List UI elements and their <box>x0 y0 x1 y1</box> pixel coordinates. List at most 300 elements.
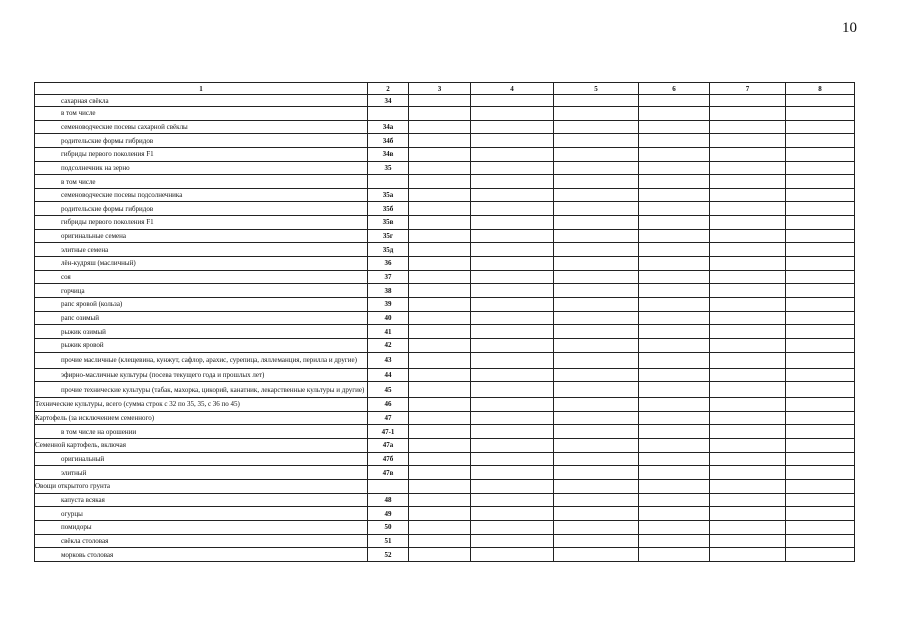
table-row <box>35 411 855 425</box>
value-cell-col-6[interactable] <box>639 520 710 534</box>
table-row <box>35 548 855 562</box>
value-cell-col-6[interactable] <box>639 147 710 161</box>
column-header-8: 8 <box>786 83 855 95</box>
value-cell-col-3[interactable] <box>409 398 471 412</box>
value-cell-col-3[interactable] <box>409 425 471 439</box>
value-cell-col-4[interactable] <box>471 270 554 284</box>
row-code: 43 <box>368 352 409 368</box>
value-cell-col-7[interactable] <box>710 161 786 175</box>
value-cell-col-6[interactable] <box>639 120 710 134</box>
value-cell-col-5[interactable] <box>554 439 639 453</box>
value-cell-col-8[interactable] <box>786 147 855 161</box>
value-cell-col-6[interactable] <box>639 480 710 494</box>
row-label: прочие технические культуры (табак, махорка, цикорий, канатник, лекарственные культуры и другие) <box>35 382 368 398</box>
value-cell-col-4[interactable] <box>471 382 554 398</box>
value-cell-col-5[interactable] <box>554 368 639 382</box>
value-cell-col-4[interactable] <box>471 188 554 202</box>
table-row <box>35 520 855 534</box>
table-row <box>35 147 855 161</box>
value-cell-col-4[interactable] <box>471 147 554 161</box>
row-label: элитный <box>35 466 368 480</box>
value-cell-col-7[interactable] <box>710 368 786 382</box>
row-code: 50 <box>368 520 409 534</box>
value-cell-col-7[interactable] <box>710 325 786 339</box>
value-cell-col-3[interactable] <box>409 338 471 352</box>
row-label: сахарная свёкла <box>35 95 368 107</box>
row-label: рапс озимый <box>35 311 368 325</box>
value-cell-col-5[interactable] <box>554 338 639 352</box>
table-row <box>35 439 855 453</box>
column-header-2: 2 <box>368 83 409 95</box>
value-cell-col-5[interactable] <box>554 229 639 243</box>
value-cell-col-8[interactable] <box>786 338 855 352</box>
value-cell-col-3[interactable] <box>409 284 471 298</box>
value-cell-col-4[interactable] <box>471 243 554 257</box>
value-cell-col-7[interactable] <box>710 398 786 412</box>
table-row <box>35 161 855 175</box>
table-row <box>35 120 855 134</box>
value-cell-col-4[interactable] <box>471 175 554 189</box>
value-cell-col-6[interactable] <box>639 338 710 352</box>
value-cell-col-8[interactable] <box>786 216 855 230</box>
table-row <box>35 507 855 521</box>
value-cell-col-8[interactable] <box>786 120 855 134</box>
value-cell-col-3[interactable] <box>409 548 471 562</box>
value-cell-col-4[interactable] <box>471 95 554 107</box>
value-cell-col-5[interactable] <box>554 175 639 189</box>
value-cell-col-8[interactable] <box>786 480 855 494</box>
column-header-3: 3 <box>409 83 471 95</box>
value-cell-col-7[interactable] <box>710 411 786 425</box>
table-row <box>35 466 855 480</box>
table-row <box>35 352 855 368</box>
statistics-form-table <box>34 82 855 562</box>
value-cell-col-3[interactable] <box>409 229 471 243</box>
value-cell-col-6[interactable] <box>639 257 710 271</box>
value-cell-col-4[interactable] <box>471 311 554 325</box>
value-cell-col-8[interactable] <box>786 466 855 480</box>
value-cell-col-8[interactable] <box>786 439 855 453</box>
value-cell-col-5[interactable] <box>554 95 639 107</box>
row-code: 39 <box>368 297 409 311</box>
value-cell-col-3[interactable] <box>409 161 471 175</box>
row-label: родительские формы гибридов <box>35 134 368 148</box>
value-cell-col-3[interactable] <box>409 297 471 311</box>
value-cell-col-5[interactable] <box>554 480 639 494</box>
table-row <box>35 382 855 398</box>
value-cell-col-6[interactable] <box>639 398 710 412</box>
value-cell-col-8[interactable] <box>786 382 855 398</box>
row-code: 48 <box>368 493 409 507</box>
value-cell-col-5[interactable] <box>554 548 639 562</box>
row-label: семеноводческие посевы подсолнечника <box>35 188 368 202</box>
table-row <box>35 257 855 271</box>
value-cell-col-8[interactable] <box>786 175 855 189</box>
value-cell-col-5[interactable] <box>554 507 639 521</box>
column-header-5: 5 <box>554 83 639 95</box>
row-code: 34 <box>368 95 409 107</box>
row-label: морковь столовая <box>35 548 368 562</box>
value-cell-col-5[interactable] <box>554 311 639 325</box>
table-row <box>35 493 855 507</box>
row-code: 40 <box>368 311 409 325</box>
row-label: гибриды первого поколения F1 <box>35 147 368 161</box>
value-cell-col-3[interactable] <box>409 480 471 494</box>
value-cell-col-6[interactable] <box>639 202 710 216</box>
value-cell-col-3[interactable] <box>409 134 471 148</box>
value-cell-col-5[interactable] <box>554 425 639 439</box>
value-cell-col-3[interactable] <box>409 216 471 230</box>
value-cell-col-7[interactable] <box>710 147 786 161</box>
column-header-1: 1 <box>35 83 368 95</box>
row-label: эфирно-масличные культуры (посева текущего года и прошлых лет) <box>35 368 368 382</box>
value-cell-col-8[interactable] <box>786 507 855 521</box>
value-cell-col-6[interactable] <box>639 534 710 548</box>
value-cell-col-6[interactable] <box>639 270 710 284</box>
value-cell-col-8[interactable] <box>786 425 855 439</box>
row-label: огурцы <box>35 507 368 521</box>
row-label: Картофель (за исключением семенного) <box>35 411 368 425</box>
value-cell-col-5[interactable] <box>554 297 639 311</box>
value-cell-col-8[interactable] <box>786 270 855 284</box>
value-cell-col-7[interactable] <box>710 425 786 439</box>
value-cell-col-8[interactable] <box>786 202 855 216</box>
value-cell-col-8[interactable] <box>786 257 855 271</box>
row-label: в том числе <box>35 107 368 121</box>
value-cell-col-4[interactable] <box>471 466 554 480</box>
value-cell-col-7[interactable] <box>710 452 786 466</box>
value-cell-col-5[interactable] <box>554 216 639 230</box>
row-label: оригинальный <box>35 452 368 466</box>
value-cell-col-8[interactable] <box>786 107 855 121</box>
value-cell-col-8[interactable] <box>786 493 855 507</box>
value-cell-col-3[interactable] <box>409 107 471 121</box>
value-cell-col-4[interactable] <box>471 229 554 243</box>
value-cell-col-4[interactable] <box>471 216 554 230</box>
value-cell-col-7[interactable] <box>710 216 786 230</box>
value-cell-col-3[interactable] <box>409 352 471 368</box>
value-cell-col-7[interactable] <box>710 534 786 548</box>
row-code: 35г <box>368 229 409 243</box>
value-cell-col-6[interactable] <box>639 439 710 453</box>
value-cell-col-6[interactable] <box>639 325 710 339</box>
value-cell-col-3[interactable] <box>409 382 471 398</box>
value-cell-col-7[interactable] <box>710 270 786 284</box>
row-code: 41 <box>368 325 409 339</box>
row-code: 34в <box>368 147 409 161</box>
value-cell-col-7[interactable] <box>710 175 786 189</box>
value-cell-col-6[interactable] <box>639 161 710 175</box>
value-cell-col-7[interactable] <box>710 257 786 271</box>
value-cell-col-7[interactable] <box>710 95 786 107</box>
value-cell-col-4[interactable] <box>471 493 554 507</box>
value-cell-col-4[interactable] <box>471 534 554 548</box>
value-cell-col-8[interactable] <box>786 548 855 562</box>
value-cell-col-4[interactable] <box>471 107 554 121</box>
value-cell-col-6[interactable] <box>639 229 710 243</box>
value-cell-col-8[interactable] <box>786 352 855 368</box>
value-cell-col-3[interactable] <box>409 452 471 466</box>
value-cell-col-7[interactable] <box>710 311 786 325</box>
table-row <box>35 229 855 243</box>
value-cell-col-5[interactable] <box>554 161 639 175</box>
row-code: 38 <box>368 284 409 298</box>
value-cell-col-4[interactable] <box>471 439 554 453</box>
value-cell-col-3[interactable] <box>409 120 471 134</box>
value-cell-col-7[interactable] <box>710 134 786 148</box>
page-number: 10 <box>842 20 857 36</box>
value-cell-col-4[interactable] <box>471 325 554 339</box>
column-header-6: 6 <box>639 83 710 95</box>
value-cell-col-4[interactable] <box>471 425 554 439</box>
value-cell-col-4[interactable] <box>471 120 554 134</box>
value-cell-col-7[interactable] <box>710 284 786 298</box>
value-cell-col-3[interactable] <box>409 147 471 161</box>
value-cell-col-5[interactable] <box>554 520 639 534</box>
value-cell-col-4[interactable] <box>471 134 554 148</box>
value-cell-col-3[interactable] <box>409 325 471 339</box>
value-cell-col-6[interactable] <box>639 134 710 148</box>
value-cell-col-6[interactable] <box>639 452 710 466</box>
value-cell-col-4[interactable] <box>471 520 554 534</box>
table-row <box>35 368 855 382</box>
value-cell-col-7[interactable] <box>710 297 786 311</box>
value-cell-col-4[interactable] <box>471 352 554 368</box>
row-code: 35в <box>368 216 409 230</box>
value-cell-col-5[interactable] <box>554 411 639 425</box>
column-header-7: 7 <box>710 83 786 95</box>
table-body <box>35 95 855 562</box>
value-cell-col-6[interactable] <box>639 175 710 189</box>
row-label: Технические культуры, всего (сумма строк с 32 по 35, 35, с 36 по 45) <box>35 398 368 412</box>
value-cell-col-4[interactable] <box>471 452 554 466</box>
value-cell-col-7[interactable] <box>710 107 786 121</box>
value-cell-col-4[interactable] <box>471 297 554 311</box>
value-cell-col-5[interactable] <box>554 466 639 480</box>
value-cell-col-4[interactable] <box>471 548 554 562</box>
value-cell-col-8[interactable] <box>786 534 855 548</box>
value-cell-col-4[interactable] <box>471 257 554 271</box>
value-cell-col-8[interactable] <box>786 284 855 298</box>
row-code: 36 <box>368 257 409 271</box>
value-cell-col-6[interactable] <box>639 425 710 439</box>
row-label: соя <box>35 270 368 284</box>
row-label: свёкла столовая <box>35 534 368 548</box>
value-cell-col-5[interactable] <box>554 352 639 368</box>
row-code: 46 <box>368 398 409 412</box>
row-label: в том числе на орошении <box>35 425 368 439</box>
value-cell-col-8[interactable] <box>786 229 855 243</box>
value-cell-col-3[interactable] <box>409 257 471 271</box>
table-row <box>35 325 855 339</box>
value-cell-col-6[interactable] <box>639 466 710 480</box>
value-cell-col-7[interactable] <box>710 520 786 534</box>
value-cell-col-3[interactable] <box>409 243 471 257</box>
value-cell-col-7[interactable] <box>710 507 786 521</box>
value-cell-col-4[interactable] <box>471 480 554 494</box>
value-cell-col-3[interactable] <box>409 368 471 382</box>
value-cell-col-5[interactable] <box>554 107 639 121</box>
column-header-4: 4 <box>471 83 554 95</box>
row-code: 47б <box>368 452 409 466</box>
value-cell-col-7[interactable] <box>710 120 786 134</box>
table-row <box>35 284 855 298</box>
value-cell-col-3[interactable] <box>409 507 471 521</box>
value-cell-col-5[interactable] <box>554 243 639 257</box>
value-cell-col-8[interactable] <box>786 398 855 412</box>
row-label: прочие масличные (клещевина, кунжут, сафлор, арахис, сурепица, ляллеманция, перилла и другие) <box>35 352 368 368</box>
row-code: 35б <box>368 202 409 216</box>
value-cell-col-3[interactable] <box>409 520 471 534</box>
row-code <box>368 175 409 189</box>
value-cell-col-3[interactable] <box>409 95 471 107</box>
value-cell-col-6[interactable] <box>639 493 710 507</box>
value-cell-col-3[interactable] <box>409 411 471 425</box>
value-cell-col-7[interactable] <box>710 352 786 368</box>
value-cell-col-7[interactable] <box>710 382 786 398</box>
row-code: 47-1 <box>368 425 409 439</box>
value-cell-col-3[interactable] <box>409 493 471 507</box>
value-cell-col-7[interactable] <box>710 466 786 480</box>
table-row <box>35 95 855 107</box>
row-label: помидоры <box>35 520 368 534</box>
value-cell-col-7[interactable] <box>710 439 786 453</box>
value-cell-col-8[interactable] <box>786 411 855 425</box>
value-cell-col-3[interactable] <box>409 534 471 548</box>
table-row <box>35 188 855 202</box>
value-cell-col-3[interactable] <box>409 188 471 202</box>
value-cell-col-6[interactable] <box>639 216 710 230</box>
value-cell-col-8[interactable] <box>786 243 855 257</box>
value-cell-col-3[interactable] <box>409 270 471 284</box>
value-cell-col-5[interactable] <box>554 284 639 298</box>
value-cell-col-5[interactable] <box>554 398 639 412</box>
value-cell-col-5[interactable] <box>554 325 639 339</box>
value-cell-col-6[interactable] <box>639 188 710 202</box>
value-cell-col-6[interactable] <box>639 107 710 121</box>
row-code <box>368 480 409 494</box>
row-code: 44 <box>368 368 409 382</box>
value-cell-col-6[interactable] <box>639 382 710 398</box>
value-cell-col-3[interactable] <box>409 466 471 480</box>
row-code: 35д <box>368 243 409 257</box>
value-cell-col-6[interactable] <box>639 507 710 521</box>
row-code: 37 <box>368 270 409 284</box>
value-cell-col-7[interactable] <box>710 188 786 202</box>
value-cell-col-8[interactable] <box>786 134 855 148</box>
value-cell-col-6[interactable] <box>639 284 710 298</box>
row-code: 47а <box>368 439 409 453</box>
value-cell-col-4[interactable] <box>471 398 554 412</box>
table-row <box>35 425 855 439</box>
table-row <box>35 452 855 466</box>
row-label: лён-кудряш (масличный) <box>35 257 368 271</box>
value-cell-col-7[interactable] <box>710 338 786 352</box>
value-cell-col-5[interactable] <box>554 134 639 148</box>
value-cell-col-3[interactable] <box>409 175 471 189</box>
value-cell-col-5[interactable] <box>554 120 639 134</box>
row-code: 51 <box>368 534 409 548</box>
row-label: рыжик яровой <box>35 338 368 352</box>
row-label: гибриды первого поколения F1 <box>35 216 368 230</box>
row-code: 45 <box>368 382 409 398</box>
value-cell-col-4[interactable] <box>471 284 554 298</box>
table-row <box>35 134 855 148</box>
value-cell-col-5[interactable] <box>554 534 639 548</box>
table-row <box>35 107 855 121</box>
value-cell-col-8[interactable] <box>786 297 855 311</box>
value-cell-col-8[interactable] <box>786 452 855 466</box>
value-cell-col-4[interactable] <box>471 202 554 216</box>
value-cell-col-8[interactable] <box>786 161 855 175</box>
value-cell-col-5[interactable] <box>554 382 639 398</box>
value-cell-col-6[interactable] <box>639 297 710 311</box>
value-cell-col-7[interactable] <box>710 480 786 494</box>
table-row <box>35 480 855 494</box>
value-cell-col-3[interactable] <box>409 439 471 453</box>
value-cell-col-6[interactable] <box>639 368 710 382</box>
value-cell-col-6[interactable] <box>639 311 710 325</box>
value-cell-col-7[interactable] <box>710 548 786 562</box>
value-cell-col-6[interactable] <box>639 352 710 368</box>
row-code: 35а <box>368 188 409 202</box>
value-cell-col-5[interactable] <box>554 493 639 507</box>
header-row <box>35 83 855 95</box>
value-cell-col-5[interactable] <box>554 257 639 271</box>
value-cell-col-7[interactable] <box>710 202 786 216</box>
table-row <box>35 270 855 284</box>
value-cell-col-4[interactable] <box>471 368 554 382</box>
row-code: 34б <box>368 134 409 148</box>
value-cell-col-7[interactable] <box>710 493 786 507</box>
row-label: оригинальные семена <box>35 229 368 243</box>
row-code: 52 <box>368 548 409 562</box>
value-cell-col-8[interactable] <box>786 368 855 382</box>
value-cell-col-4[interactable] <box>471 161 554 175</box>
value-cell-col-4[interactable] <box>471 338 554 352</box>
value-cell-col-4[interactable] <box>471 507 554 521</box>
value-cell-col-7[interactable] <box>710 229 786 243</box>
row-label: подсолнечник на зерно <box>35 161 368 175</box>
row-label: родительские формы гибридов <box>35 202 368 216</box>
row-label: семеноводческие посевы сахарной свёклы <box>35 120 368 134</box>
row-code: 47 <box>368 411 409 425</box>
value-cell-col-6[interactable] <box>639 95 710 107</box>
value-cell-col-4[interactable] <box>471 411 554 425</box>
value-cell-col-3[interactable] <box>409 202 471 216</box>
value-cell-col-5[interactable] <box>554 188 639 202</box>
value-cell-col-6[interactable] <box>639 411 710 425</box>
value-cell-col-8[interactable] <box>786 325 855 339</box>
value-cell-col-5[interactable] <box>554 270 639 284</box>
value-cell-col-6[interactable] <box>639 548 710 562</box>
value-cell-col-5[interactable] <box>554 147 639 161</box>
value-cell-col-8[interactable] <box>786 95 855 107</box>
value-cell-col-8[interactable] <box>786 188 855 202</box>
value-cell-col-3[interactable] <box>409 311 471 325</box>
table-row <box>35 216 855 230</box>
value-cell-col-8[interactable] <box>786 520 855 534</box>
row-code: 47в <box>368 466 409 480</box>
table-row <box>35 338 855 352</box>
value-cell-col-5[interactable] <box>554 452 639 466</box>
table-row <box>35 297 855 311</box>
row-code: 42 <box>368 338 409 352</box>
value-cell-col-6[interactable] <box>639 243 710 257</box>
value-cell-col-5[interactable] <box>554 202 639 216</box>
value-cell-col-8[interactable] <box>786 311 855 325</box>
value-cell-col-7[interactable] <box>710 243 786 257</box>
